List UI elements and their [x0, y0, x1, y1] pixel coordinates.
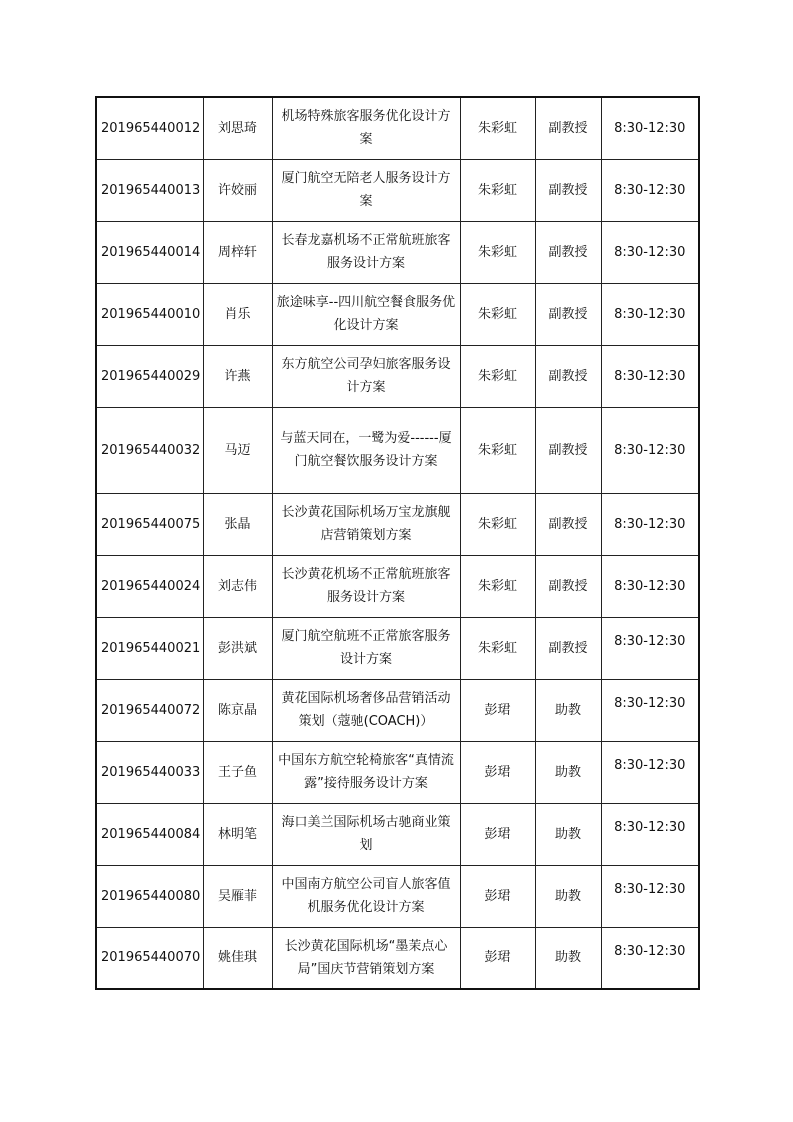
- topic-cell: 黄花国际机场奢侈品营销活动策划（蔻驰(COACH)）: [272, 679, 460, 741]
- advisor-cell: 彭珺: [460, 865, 535, 927]
- student-id-cell: 201965440075: [96, 493, 203, 555]
- topic-cell: 厦门航空无陪老人服务设计方案: [272, 159, 460, 221]
- student-name-cell: 林明笔: [203, 803, 272, 865]
- advisor-title-cell: 副教授: [535, 407, 601, 493]
- student-name-cell: 张晶: [203, 493, 272, 555]
- topic-cell: 长沙黄花国际机场“墨茉点心局”国庆节营销策划方案: [272, 927, 460, 989]
- advisor-cell: 彭珺: [460, 679, 535, 741]
- time-cell: 8:30-12:30: [601, 407, 699, 493]
- topic-cell: 中国东方航空轮椅旅客“真情流露”接待服务设计方案: [272, 741, 460, 803]
- student-name-cell: 吴雁菲: [203, 865, 272, 927]
- time-cell: 8:30-12:30: [601, 97, 699, 159]
- student-id-cell: 201965440033: [96, 741, 203, 803]
- time-cell: 8:30-12:30: [601, 803, 699, 865]
- time-cell: 8:30-12:30: [601, 679, 699, 741]
- student-id-cell: 201965440084: [96, 803, 203, 865]
- topic-cell: 厦门航空航班不正常旅客服务设计方案: [272, 617, 460, 679]
- defense-schedule-table: [95, 96, 700, 990]
- topic-cell: 中国南方航空公司盲人旅客值机服务优化设计方案: [272, 865, 460, 927]
- topic-cell: 旅途味享--四川航空餐食服务优化设计方案: [272, 283, 460, 345]
- table-row: [96, 617, 699, 679]
- student-id-cell: 201965440080: [96, 865, 203, 927]
- time-cell: 8:30-12:30: [601, 493, 699, 555]
- table-body: [96, 97, 699, 989]
- topic-cell: 长沙黄花国际机场万宝龙旗舰店营销策划方案: [272, 493, 460, 555]
- advisor-cell: 彭珺: [460, 927, 535, 989]
- student-id-cell: 201965440021: [96, 617, 203, 679]
- student-name-cell: 刘志伟: [203, 555, 272, 617]
- table-row: [96, 407, 699, 493]
- topic-cell: 海口美兰国际机场古驰商业策划: [272, 803, 460, 865]
- advisor-title-cell: 助教: [535, 927, 601, 989]
- time-cell: 8:30-12:30: [601, 159, 699, 221]
- advisor-title-cell: 副教授: [535, 159, 601, 221]
- student-id-cell: 201965440013: [96, 159, 203, 221]
- advisor-cell: 朱彩虹: [460, 617, 535, 679]
- time-cell: 8:30-12:30: [601, 927, 699, 989]
- student-name-cell: 彭洪斌: [203, 617, 272, 679]
- advisor-cell: 朱彩虹: [460, 283, 535, 345]
- student-name-cell: 许燕: [203, 345, 272, 407]
- time-cell: 8:30-12:30: [601, 555, 699, 617]
- student-name-cell: 周梓轩: [203, 221, 272, 283]
- student-id-cell: 201965440032: [96, 407, 203, 493]
- table-row: [96, 803, 699, 865]
- advisor-cell: 朱彩虹: [460, 221, 535, 283]
- advisor-cell: 朱彩虹: [460, 555, 535, 617]
- advisor-title-cell: 副教授: [535, 555, 601, 617]
- student-id-cell: 201965440014: [96, 221, 203, 283]
- advisor-title-cell: 副教授: [535, 97, 601, 159]
- time-cell: 8:30-12:30: [601, 865, 699, 927]
- time-cell: 8:30-12:30: [601, 345, 699, 407]
- student-id-cell: 201965440024: [96, 555, 203, 617]
- topic-cell: 长沙黄花机场不正常航班旅客服务设计方案: [272, 555, 460, 617]
- advisor-title-cell: 副教授: [535, 221, 601, 283]
- time-cell: 8:30-12:30: [601, 617, 699, 679]
- table-row: [96, 283, 699, 345]
- table-row: [96, 345, 699, 407]
- student-name-cell: 刘思琦: [203, 97, 272, 159]
- advisor-title-cell: 助教: [535, 741, 601, 803]
- advisor-title-cell: 助教: [535, 865, 601, 927]
- topic-cell: 东方航空公司孕妇旅客服务设计方案: [272, 345, 460, 407]
- topic-cell: 长春龙嘉机场不正常航班旅客服务设计方案: [272, 221, 460, 283]
- advisor-cell: 朱彩虹: [460, 407, 535, 493]
- advisor-title-cell: 助教: [535, 679, 601, 741]
- student-name-cell: 马迈: [203, 407, 272, 493]
- student-id-cell: 201965440012: [96, 97, 203, 159]
- advisor-title-cell: 副教授: [535, 283, 601, 345]
- advisor-cell: 朱彩虹: [460, 159, 535, 221]
- time-cell: 8:30-12:30: [601, 741, 699, 803]
- student-name-cell: 陈京晶: [203, 679, 272, 741]
- table-row: [96, 221, 699, 283]
- student-name-cell: 姚佳琪: [203, 927, 272, 989]
- student-name-cell: 王子鱼: [203, 741, 272, 803]
- table-row: [96, 679, 699, 741]
- advisor-cell: 彭珺: [460, 803, 535, 865]
- advisor-cell: 朱彩虹: [460, 493, 535, 555]
- table-row: [96, 97, 699, 159]
- advisor-title-cell: 副教授: [535, 617, 601, 679]
- advisor-title-cell: 副教授: [535, 493, 601, 555]
- advisor-cell: 朱彩虹: [460, 345, 535, 407]
- table-row: [96, 159, 699, 221]
- table-row: [96, 555, 699, 617]
- table-row: [96, 741, 699, 803]
- student-id-cell: 201965440010: [96, 283, 203, 345]
- topic-cell: 与蓝天同在，一鹭为爱------厦门航空餐饮服务设计方案: [272, 407, 460, 493]
- table-row: [96, 927, 699, 989]
- advisor-title-cell: 助教: [535, 803, 601, 865]
- time-cell: 8:30-12:30: [601, 283, 699, 345]
- time-cell: 8:30-12:30: [601, 221, 699, 283]
- advisor-cell: 朱彩虹: [460, 97, 535, 159]
- student-name-cell: 肖乐: [203, 283, 272, 345]
- advisor-cell: 彭珺: [460, 741, 535, 803]
- table-row: [96, 865, 699, 927]
- student-id-cell: 201965440072: [96, 679, 203, 741]
- advisor-title-cell: 副教授: [535, 345, 601, 407]
- student-id-cell: 201965440070: [96, 927, 203, 989]
- student-name-cell: 许姣丽: [203, 159, 272, 221]
- student-id-cell: 201965440029: [96, 345, 203, 407]
- topic-cell: 机场特殊旅客服务优化设计方案: [272, 97, 460, 159]
- table-row: [96, 493, 699, 555]
